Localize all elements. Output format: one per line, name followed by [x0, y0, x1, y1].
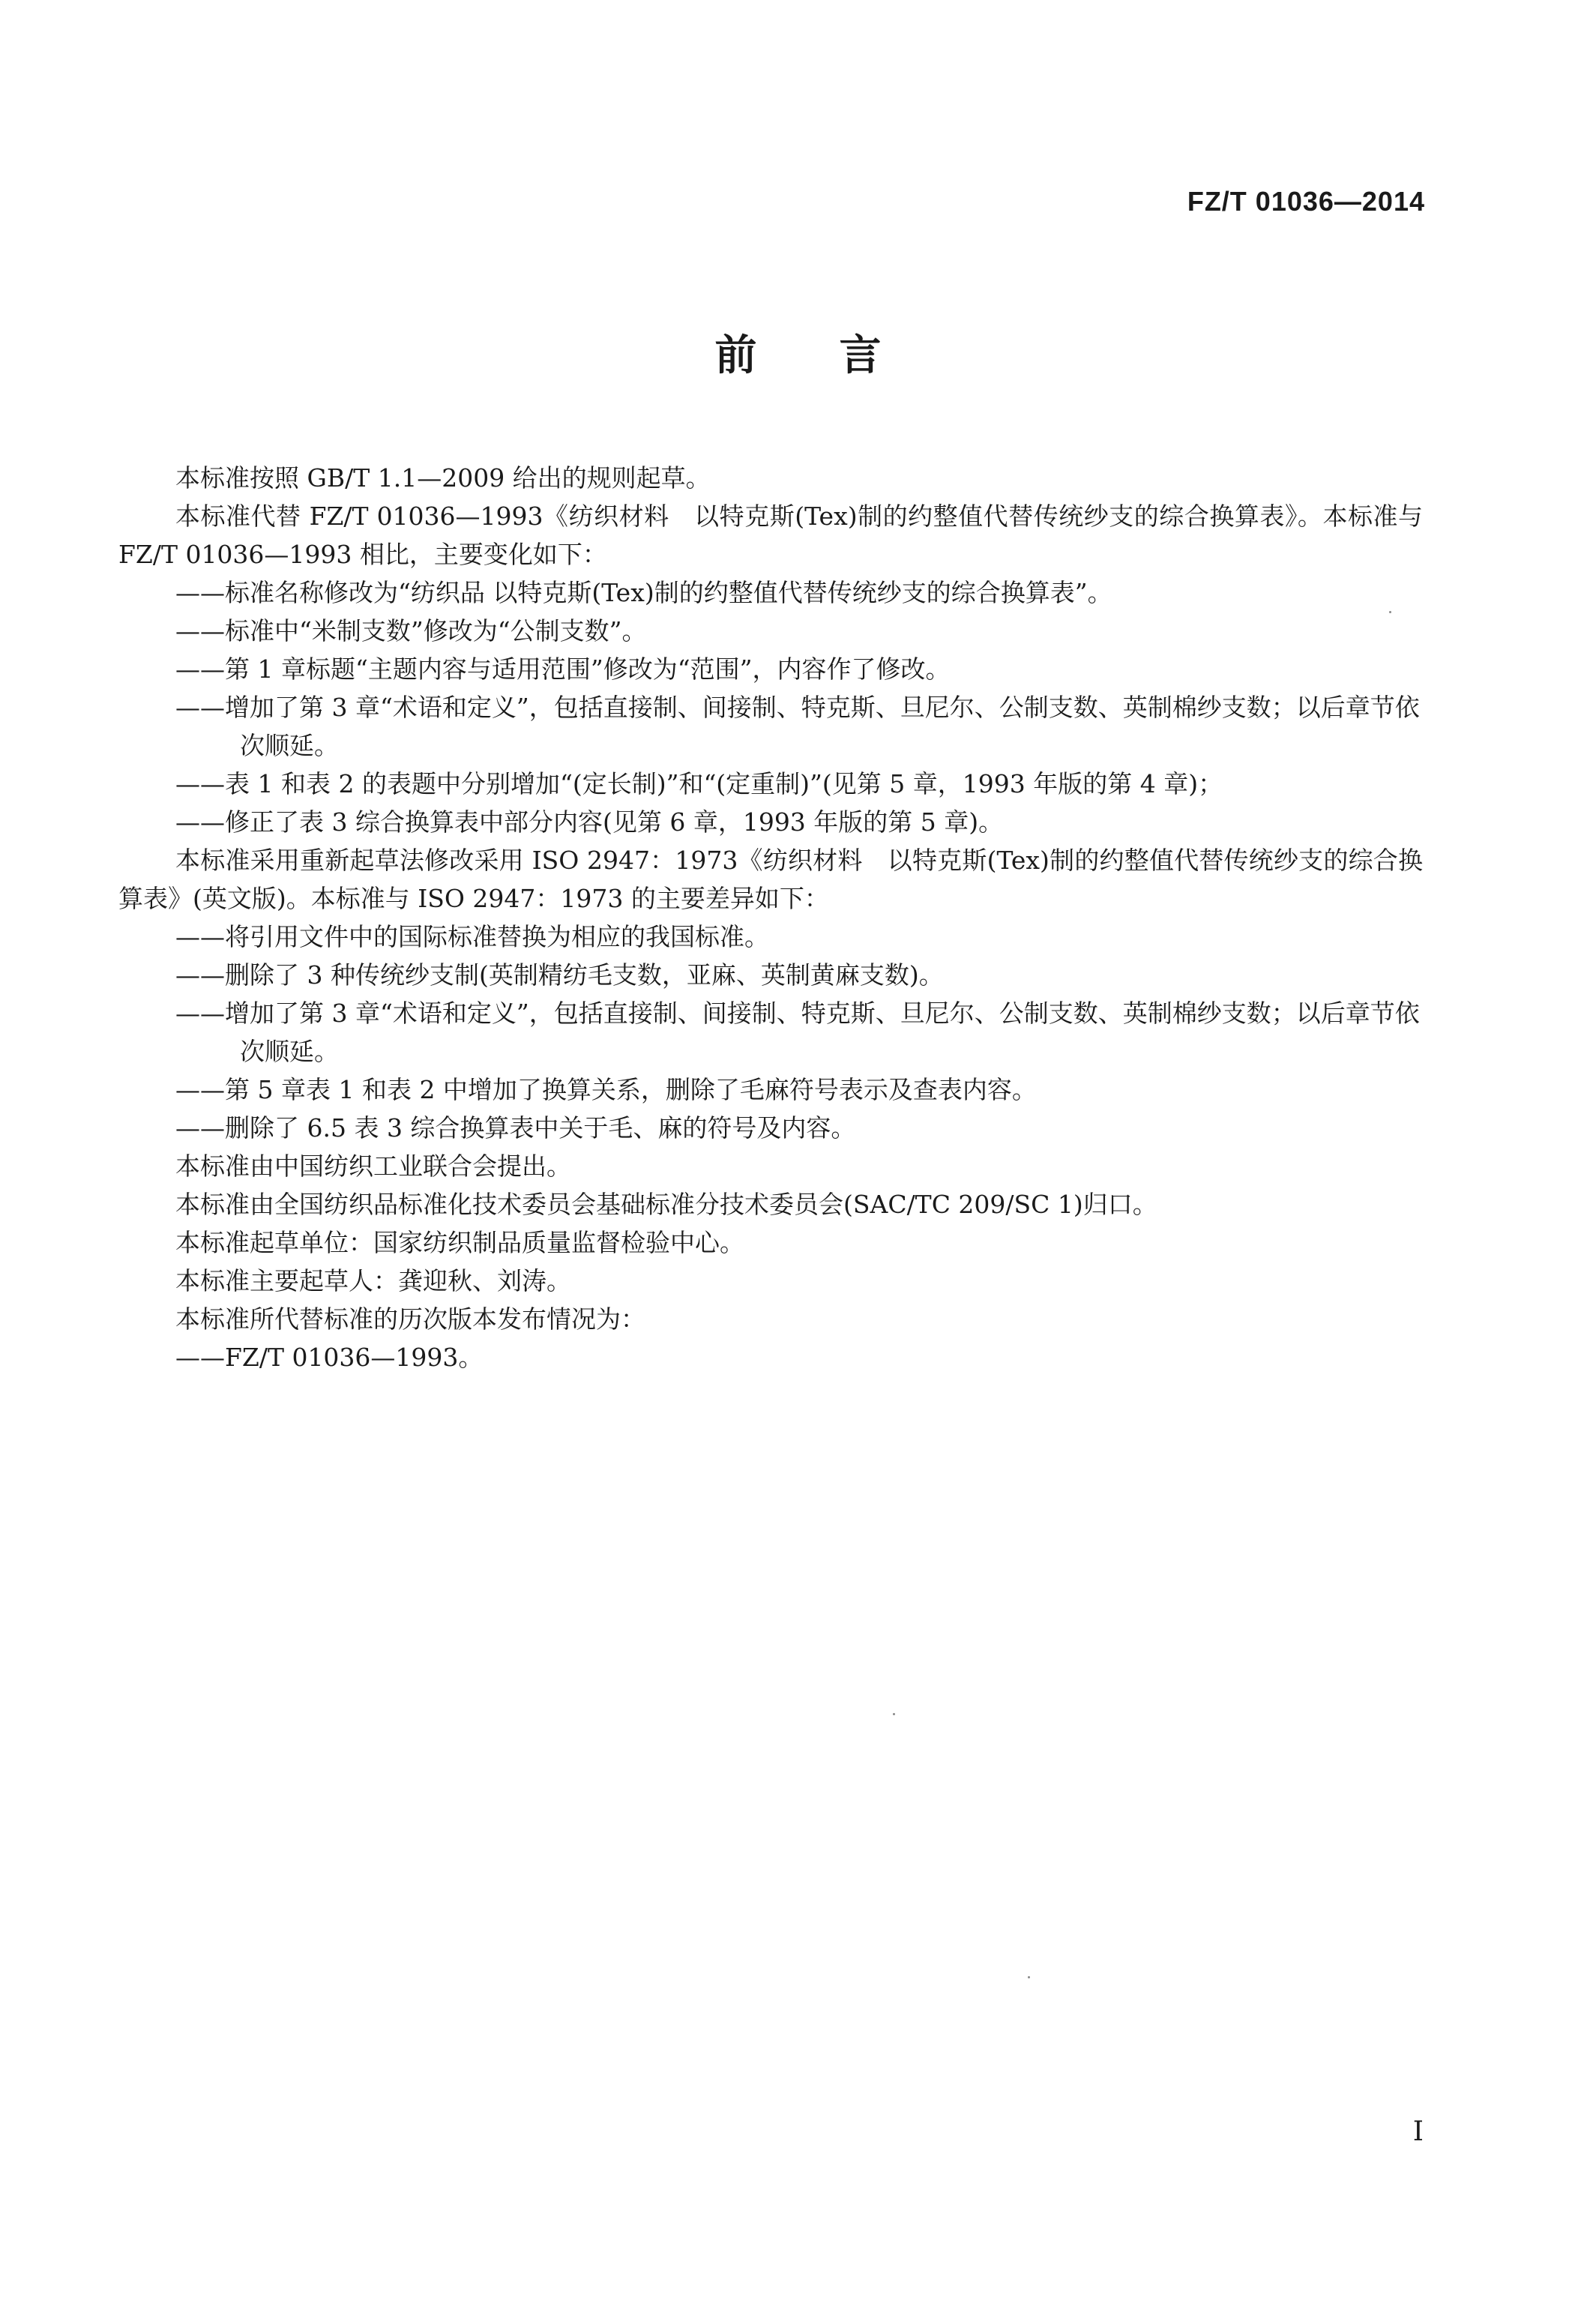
- document-body: [118, 459, 1423, 1376]
- paragraph-replacement: 本标准代替 FZ/T 01036—1993《纺织材料 以特克斯(Tex)制的约整值代替传统纱支的综合换算表》。本标准与 FZ/T 01036—1993 相比，主要变化如下：: [118, 502, 1423, 569]
- page-title: 前言: [714, 331, 964, 380]
- change-item: ——修正了表 3 综合换算表中部分内容(见第 6 章，1993 年版的第 5 章)。: [175, 807, 1004, 837]
- standard-number: FZ/T 01036—2014: [1187, 186, 1425, 217]
- scan-speck: [893, 1713, 895, 1715]
- paragraph-administered-by: 本标准由全国纺织品标准化技术委员会基础标准分技术委员会(SAC/TC 209/SC 1)归口。: [175, 1190, 1157, 1219]
- paragraph-drafting-unit: 本标准起草单位：国家纺织制品质量监督检验中心。: [175, 1228, 744, 1257]
- change-item: ——表 1 和表 2 的表题中分别增加“(定长制)”和“(定重制)”(见第 5 章，1993 年版的第 4 章)；: [175, 769, 1223, 798]
- change-item: ——标准中“米制支数”修改为“公制支数”。: [175, 616, 647, 645]
- difference-item: ——删除了 3 种传统纱支制(英制精纺毛支数，亚麻、英制黄麻支数)。: [175, 960, 944, 990]
- change-item: ——标准名称修改为“纺织品 以特克斯(Tex)制的约整值代替传统纱支的综合换算表”。: [175, 578, 1112, 607]
- page-number: I: [1412, 2116, 1424, 2147]
- difference-item: ——删除了 6.5 表 3 综合换算表中关于毛、麻的符号及内容。: [175, 1113, 856, 1143]
- scan-speck: [1028, 1976, 1030, 1978]
- change-item: ——增加了第 3 章“术语和定义”，包括直接制、间接制、特克斯、旦尼尔、公制支数、英制棉纱支数；以后章节依次顺延。: [175, 693, 1420, 760]
- paragraph-drafting-rules: 本标准按照 GB/T 1.1—2009 给出的规则起草。: [175, 463, 711, 493]
- difference-item: ——增加了第 3 章“术语和定义”，包括直接制、间接制、特克斯、旦尼尔、公制支数、英制棉纱支数；以后章节依次顺延。: [175, 999, 1420, 1066]
- paragraph-history-intro: 本标准所代替标准的历次版本发布情况为：: [175, 1304, 645, 1334]
- history-item: ——FZ/T 01036—1993。: [175, 1343, 484, 1372]
- paragraph-proposed-by: 本标准由中国纺织工业联合会提出。: [175, 1152, 571, 1181]
- scan-speck: [1389, 611, 1391, 613]
- paragraph-drafters: 本标准主要起草人：龚迎秋、刘涛。: [175, 1266, 571, 1295]
- difference-item: ——第 5 章表 1 和表 2 中增加了换算关系，删除了毛麻符号表示及查表内容。: [175, 1075, 1037, 1104]
- difference-item: ——将引用文件中的国际标准替换为相应的我国标准。: [175, 922, 769, 951]
- change-item: ——第 1 章标题“主题内容与适用范围”修改为“范围”，内容作了修改。: [175, 654, 951, 684]
- paragraph-iso-adoption: 本标准采用重新起草法修改采用 ISO 2947：1973《纺织材料 以特克斯(Tex)制的约整值代替传统纱支的综合换算表》(英文版)。本标准与 ISO 2947：1973 的主要差异如下：: [118, 846, 1423, 913]
